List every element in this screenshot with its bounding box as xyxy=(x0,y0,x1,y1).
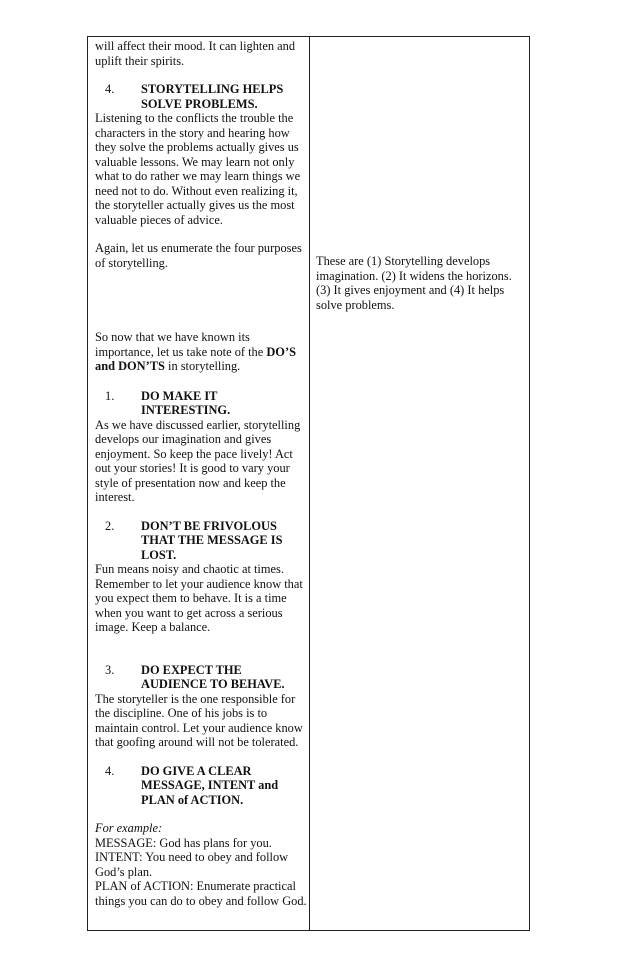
do4-heading xyxy=(95,764,307,808)
dos-intro-after: in storytelling. xyxy=(164,359,241,373)
do2-title: DON’T BE FRIVOLOUS THAT THE MESSAGE IS LOST. xyxy=(141,518,283,562)
do4-plan: PLAN of ACTION: Enumerate practical things you can do to obey and follow God. xyxy=(95,879,307,908)
column-divider xyxy=(309,37,310,930)
do4-example-label: For example: xyxy=(95,821,163,835)
do4-intent: INTENT: You need to obey and follow God’s plan. xyxy=(95,850,289,879)
dos-intro-bold: DO’S and DON’TS xyxy=(95,344,296,373)
do3-heading xyxy=(95,663,307,692)
do4-title: DO GIVE A CLEAR MESSAGE, INTENT and PLAN of ACTION. xyxy=(141,763,279,807)
do1-number: 1. xyxy=(105,388,115,403)
lesson-table xyxy=(87,36,530,931)
do2-body: Fun means noisy and chaotic at times. Remember to let your audience know that you expect them to behave. It is a time when you want to get across a serious image. Keep a balance. xyxy=(95,562,303,634)
do1-body: As we have discussed earlier, storytelling develops our imagination and gives enjoyment. So keep the pace lively! Act out your stories! It is good to vary your style of presentation now and keep the interest. xyxy=(95,417,301,504)
do1-title: DO MAKE IT INTERESTING. xyxy=(141,388,231,417)
dos-intro-before: So now that we have known its importance, let us take note of the xyxy=(95,330,267,359)
do3-number: 3. xyxy=(105,662,115,677)
purposes-answer: These are (1) Storytelling develops imagination. (2) It widens the horizons. (3) It gives enjoyment and (4) It helps solve problems. xyxy=(316,254,512,312)
do4-number: 4. xyxy=(105,763,115,778)
intro-text: will affect their mood. It can lighten and uplift their spirits. xyxy=(95,39,296,68)
enumerate-text: Again, let us enumerate the four purposes of storytelling. xyxy=(95,241,302,270)
do2-number: 2. xyxy=(105,518,115,533)
right-column xyxy=(316,37,528,312)
item4-heading xyxy=(95,82,307,111)
do3-body: The storyteller is the one responsible for the discipline. One of his jobs is to maintain control. Let your audience know that goofing around will not be tolerated. xyxy=(95,691,303,749)
dos-intro xyxy=(95,330,307,374)
do4-message: MESSAGE: God has plans for you. xyxy=(95,835,272,850)
do3-title: DO EXPECT THE AUDIENCE TO BEHAVE. xyxy=(141,662,285,691)
item4-number: 4. xyxy=(105,82,115,96)
do1-heading xyxy=(95,389,307,418)
item4-body: Listening to the conflicts the trouble the characters in the story and hearing how they solve the problems actually gives us valuable lessons. We may learn not only what to do rather we may learn things we need not to do. Without even realizing it, the storyteller actually gives us the most valuable pieces of advice. xyxy=(95,111,301,227)
do2-heading xyxy=(95,519,307,563)
left-column xyxy=(95,37,307,908)
item4-title: STORYTELLING HELPS SOLVE PROBLEMS. xyxy=(141,82,284,111)
